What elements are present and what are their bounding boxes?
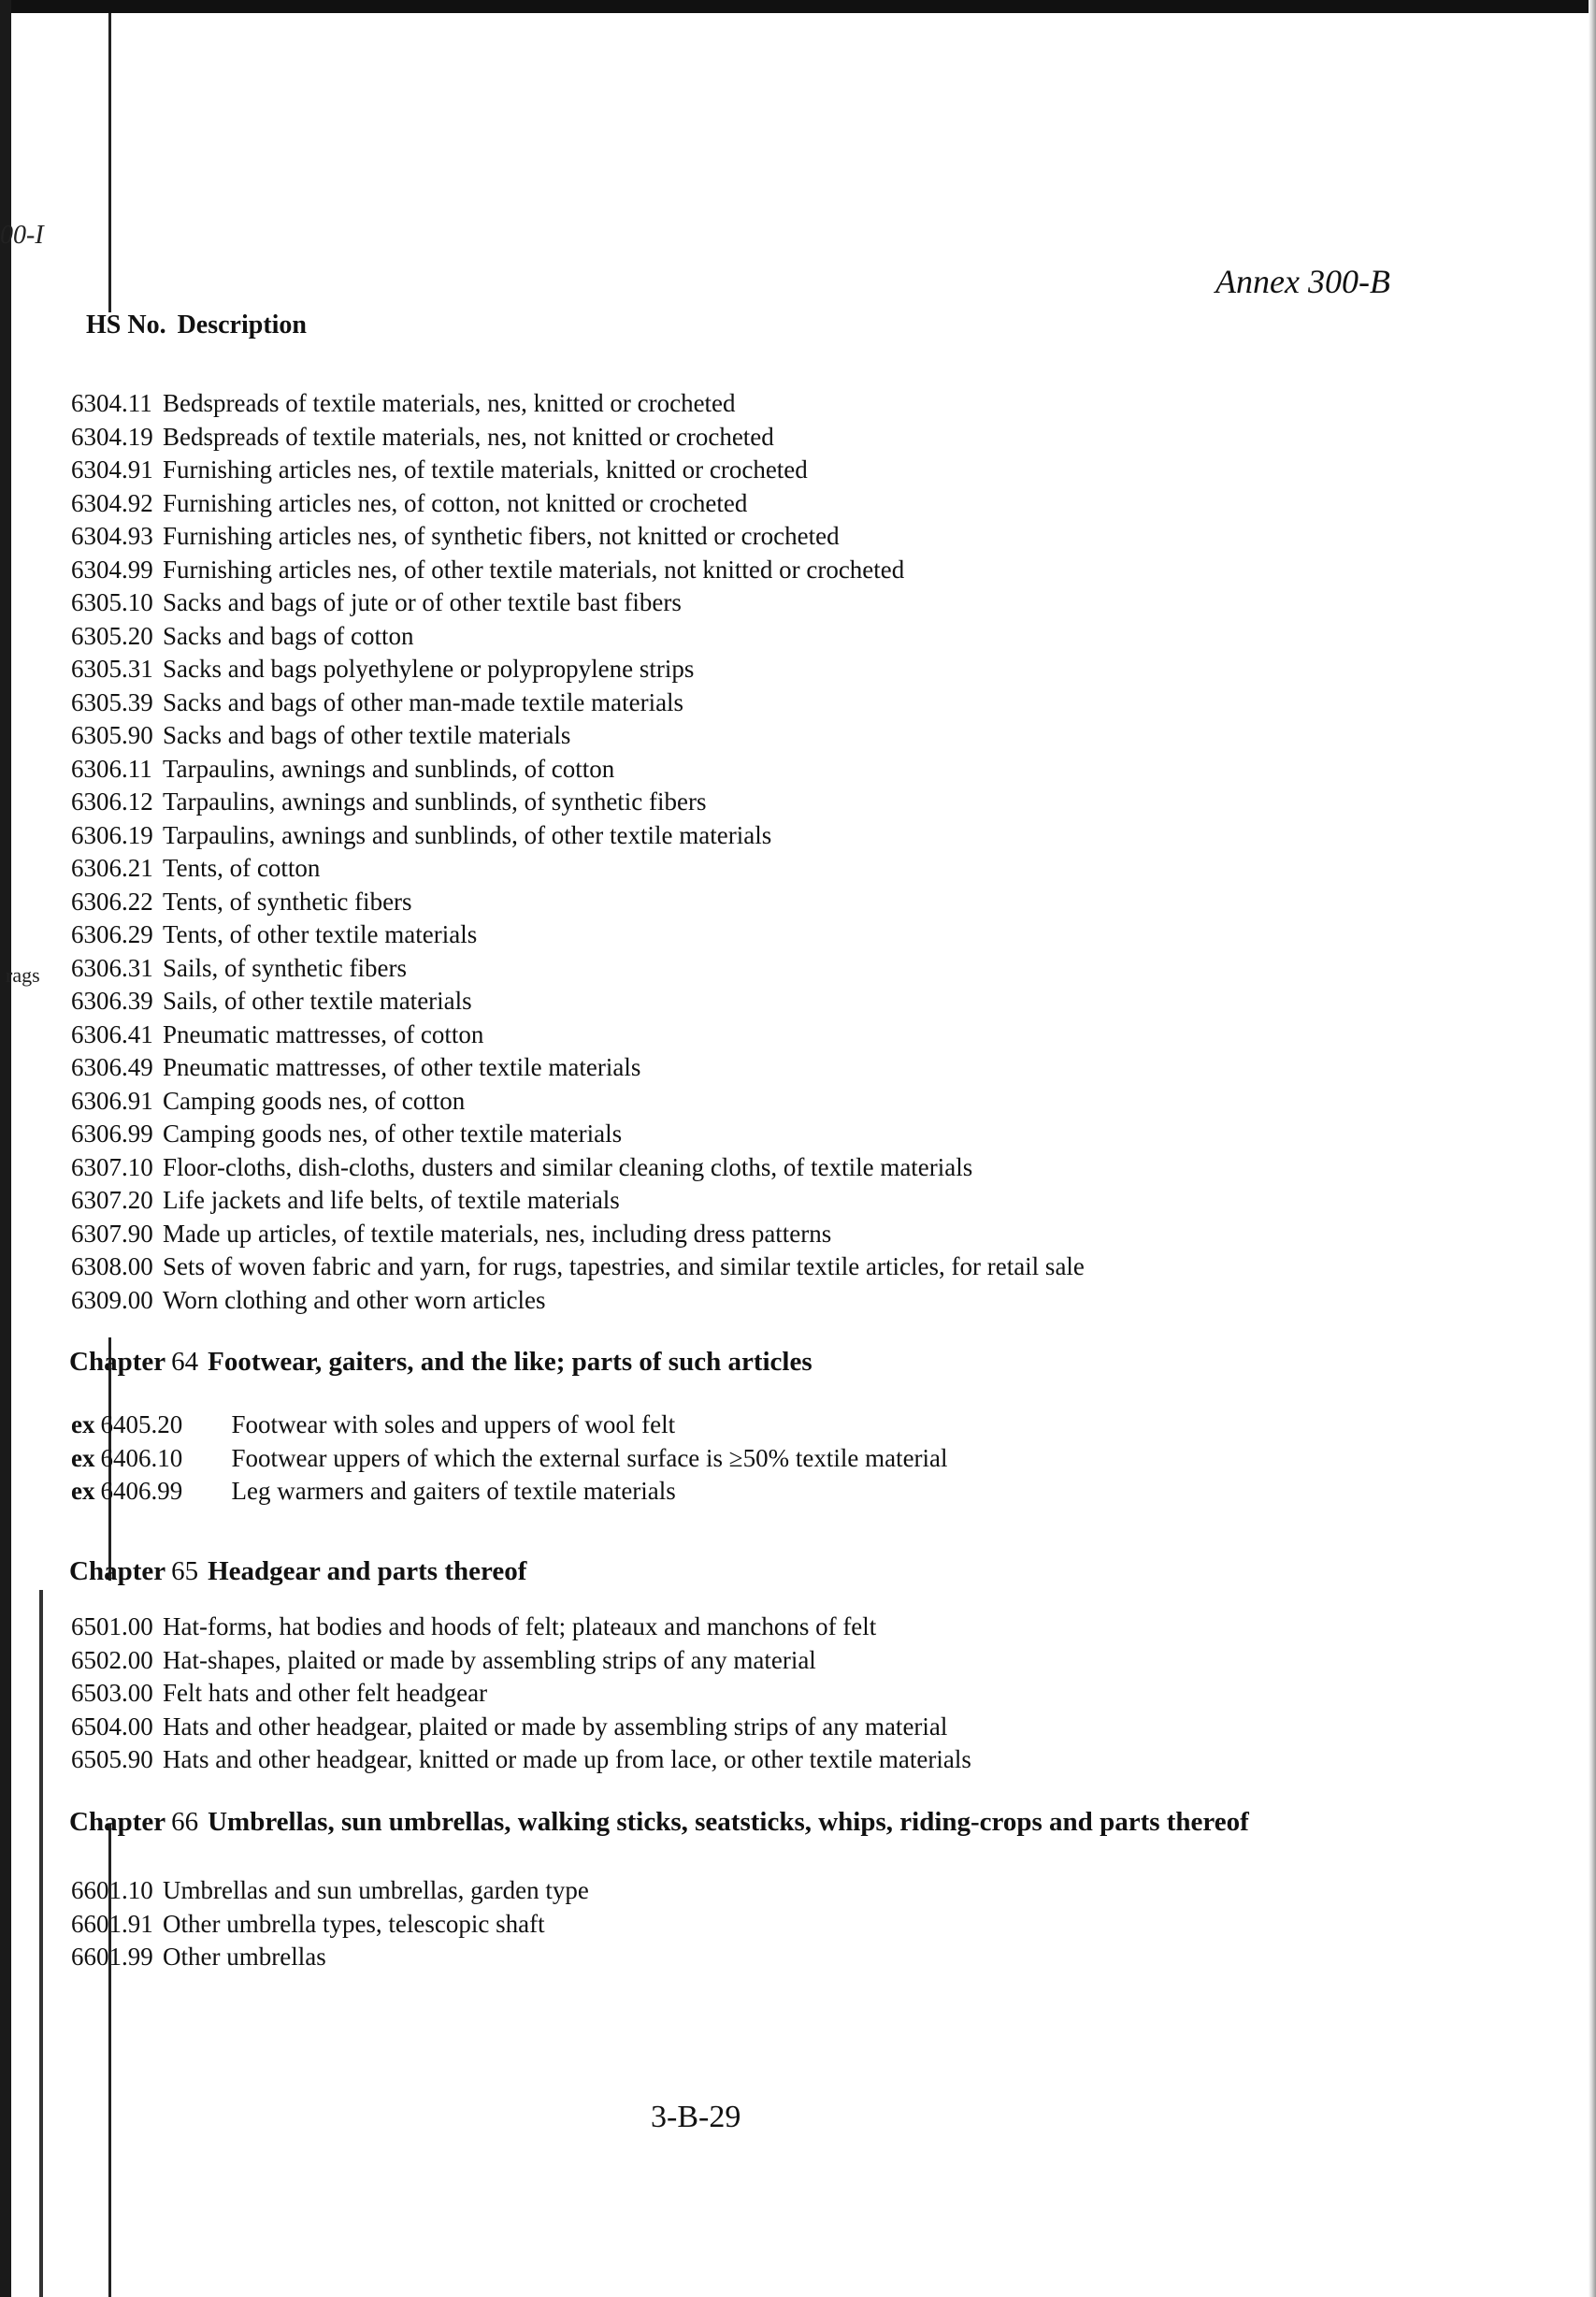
item-description: Sacks and bags polyethylene or polypropylene strips xyxy=(163,655,695,683)
item-description: Hat-shapes, plaited or made by assembling strips of any material xyxy=(163,1645,816,1674)
item-description: Tents, of cotton xyxy=(163,854,321,882)
list-item xyxy=(71,1677,1287,1711)
list-item xyxy=(71,819,1287,853)
list-item xyxy=(71,1151,1287,1185)
ex-prefix: ex xyxy=(71,1443,95,1472)
hs-code: 6306.31 xyxy=(71,953,153,982)
hs-code: 6307.10 xyxy=(71,1152,153,1181)
hs-code: 6306.29 xyxy=(71,920,153,948)
list-item xyxy=(71,786,1287,819)
item-description: Tents, of synthetic fibers xyxy=(163,887,412,916)
item-description: Tarpaulins, awnings and sunblinds, of cotton xyxy=(163,754,615,783)
list-item xyxy=(71,886,1287,919)
scan-edge-left xyxy=(0,0,11,2297)
chapter-number: 66 xyxy=(171,1807,199,1837)
item-description: Leg warmers and gaiters of textile materials xyxy=(231,1477,676,1505)
item-description: Hats and other headgear, knitted or made up from lace, or other textile materials xyxy=(163,1745,971,1773)
item-description: Sacks and bags of cotton xyxy=(163,621,414,650)
hs-code: 6306.21 xyxy=(71,854,153,882)
chapter-number: 64 xyxy=(171,1347,199,1377)
hs-code: 6304.92 xyxy=(71,488,153,517)
item-description: Sets of woven fabric and yarn, for rugs, tapestries, and similar textile articles, for retail sale xyxy=(163,1252,1085,1280)
item-description: Furnishing articles nes, of synthetic fibers, not knitted or crocheted xyxy=(163,522,840,550)
list-item xyxy=(71,1409,1287,1442)
chapter-label: Chapter xyxy=(69,1347,166,1377)
item-description: Sacks and bags of other textile materials xyxy=(163,721,571,749)
item-description: Sacks and bags of jute or of other textile bast fibers xyxy=(163,588,682,616)
item-description: Pneumatic mattresses, of cotton xyxy=(163,1019,484,1048)
hs-code: 6306.49 xyxy=(71,1053,153,1081)
item-description: Camping goods nes, of cotton xyxy=(163,1086,466,1115)
hs-code: 6501.00 xyxy=(71,1612,153,1640)
item-description: Tents, of other textile materials xyxy=(163,920,478,948)
hs-code: 6304.93 xyxy=(71,522,153,550)
list-item xyxy=(71,985,1287,1018)
item-description: Camping goods nes, of other textile materials xyxy=(163,1120,623,1148)
hs-code: 6601.91 xyxy=(71,1909,153,1938)
list-item xyxy=(71,1118,1287,1151)
item-description: Worn clothing and other worn articles xyxy=(163,1285,546,1314)
hs-code: 6305.10 xyxy=(71,588,153,616)
list-item xyxy=(71,1941,1287,1974)
ex-prefix: ex xyxy=(71,1477,95,1505)
list-item xyxy=(71,1051,1287,1085)
hs-code: 6504.00 xyxy=(71,1712,153,1741)
description-header: Description xyxy=(177,311,308,339)
item-description: Felt hats and other felt headgear xyxy=(163,1679,488,1707)
chapter-65-list xyxy=(71,1611,1287,1777)
item-description: Tarpaulins, awnings and sunblinds, of other textile materials xyxy=(163,820,772,849)
chapter-label: Chapter xyxy=(69,1807,166,1837)
list-item xyxy=(71,1250,1287,1284)
chapter-title: Umbrellas, sun umbrellas, walking sticks, seatsticks, whips, riding-crops and parts thereof xyxy=(208,1807,1249,1837)
item-description: Furnishing articles nes, of other textile materials, not knitted or crocheted xyxy=(163,555,905,584)
item-description: Bedspreads of textile materials, nes, knitted or crocheted xyxy=(163,389,736,417)
hs-code: 6601.99 xyxy=(71,1943,153,1971)
list-item xyxy=(71,952,1287,986)
hs-code: 6601.10 xyxy=(71,1876,153,1904)
list-item xyxy=(71,620,1287,654)
hs-code: 6306.22 xyxy=(71,887,153,916)
chapter-label: Chapter xyxy=(69,1556,166,1586)
hs-code: 6305.31 xyxy=(71,655,153,683)
list-item xyxy=(71,1218,1287,1251)
hs-code: 6305.20 xyxy=(71,621,153,650)
item-description: Tarpaulins, awnings and sunblinds, of synthetic fibers xyxy=(163,787,707,816)
item-description: Sails, of synthetic fibers xyxy=(163,953,407,982)
hs-code: 6304.19 xyxy=(71,422,153,451)
hs-code: 6306.99 xyxy=(71,1120,153,1148)
item-description: Pneumatic mattresses, of other textile materials xyxy=(163,1053,641,1081)
hs-code: 6305.90 xyxy=(71,721,153,749)
annex-label: Annex 300-B xyxy=(1215,263,1390,300)
item-description: Floor-cloths, dish-cloths, dusters and similar cleaning cloths, of textile materials xyxy=(163,1152,973,1181)
hs-code: 6306.11 xyxy=(71,754,152,783)
list-item xyxy=(71,1743,1287,1777)
crop-line xyxy=(108,13,111,312)
chapter-title: Footwear, gaiters, and the like; parts of such articles xyxy=(208,1347,812,1377)
hs-code: 6304.91 xyxy=(71,455,153,484)
hs-code: 6307.20 xyxy=(71,1186,153,1214)
scan-edge-top xyxy=(0,0,1596,13)
list-item xyxy=(71,454,1287,487)
list-item xyxy=(71,1611,1287,1644)
item-description: Other umbrellas xyxy=(163,1943,326,1971)
section-63-list xyxy=(71,387,1287,1317)
hs-code: 6406.10 xyxy=(100,1443,183,1472)
hs-no-header: HS No. xyxy=(86,311,166,339)
list-item xyxy=(71,421,1287,455)
list-item xyxy=(71,1908,1287,1942)
hs-code: 6308.00 xyxy=(71,1252,153,1280)
item-description: Other umbrella types, telescopic shaft xyxy=(163,1909,545,1938)
list-item xyxy=(71,487,1287,521)
hs-code: 6503.00 xyxy=(71,1679,153,1707)
hs-code: 6309.00 xyxy=(71,1285,153,1314)
list-item xyxy=(71,1475,1287,1509)
margin-fragment-middle: rags xyxy=(6,963,40,987)
scan-edge-right xyxy=(1589,0,1596,2297)
list-item xyxy=(71,1442,1287,1476)
hs-code: 6305.39 xyxy=(71,687,153,716)
chapter-64-heading xyxy=(69,1347,812,1378)
list-item xyxy=(71,686,1287,720)
list-item xyxy=(71,918,1287,952)
hs-code: 6304.99 xyxy=(71,555,153,584)
hs-code: 6502.00 xyxy=(71,1645,153,1674)
list-item xyxy=(71,1644,1287,1678)
hs-code: 6505.90 xyxy=(71,1745,153,1773)
chapter-title: Headgear and parts thereof xyxy=(208,1556,527,1586)
margin-fragment-top: 00-I xyxy=(0,221,44,250)
hs-code: 6406.99 xyxy=(100,1477,183,1505)
list-item xyxy=(71,753,1287,787)
hs-code: 6306.12 xyxy=(71,787,153,816)
chapter-64-list xyxy=(71,1409,1287,1509)
chapter-66-heading xyxy=(69,1807,1249,1838)
ex-prefix: ex xyxy=(71,1410,95,1438)
item-description: Life jackets and life belts, of textile materials xyxy=(163,1186,620,1214)
item-description: Footwear uppers of which the external surface is ≥50% textile material xyxy=(231,1443,948,1472)
scan-edge-left-inner xyxy=(39,1590,43,2297)
list-item xyxy=(71,1284,1287,1318)
item-description: Sacks and bags of other man-made textile materials xyxy=(163,687,684,716)
hs-code: 6306.91 xyxy=(71,1086,153,1115)
table-header xyxy=(86,311,307,340)
item-description: Furnishing articles nes, of cotton, not knitted or crocheted xyxy=(163,488,748,517)
item-description: Hats and other headgear, plaited or made by assembling strips of any material xyxy=(163,1712,948,1741)
list-item xyxy=(71,719,1287,753)
list-item xyxy=(71,387,1287,421)
hs-code: 6306.19 xyxy=(71,820,153,849)
item-description: Made up articles, of textile materials, nes, including dress patterns xyxy=(163,1219,832,1248)
item-description: Bedspreads of textile materials, nes, not knitted or crocheted xyxy=(163,422,774,451)
list-item xyxy=(71,1085,1287,1119)
chapter-number: 65 xyxy=(171,1556,199,1586)
item-description: Sails, of other textile materials xyxy=(163,987,472,1015)
list-item xyxy=(71,1711,1287,1744)
list-item xyxy=(71,852,1287,886)
list-item xyxy=(71,1018,1287,1052)
chapter-66-list xyxy=(71,1874,1287,1974)
list-item xyxy=(71,1874,1287,1908)
list-item xyxy=(71,586,1287,620)
chapter-65-heading xyxy=(69,1556,526,1587)
list-item xyxy=(71,1184,1287,1218)
page-number: 3-B-29 xyxy=(651,2100,741,2134)
list-item xyxy=(71,520,1287,554)
item-description: Furnishing articles nes, of textile materials, knitted or crocheted xyxy=(163,455,808,484)
item-description: Footwear with soles and uppers of wool felt xyxy=(231,1410,676,1438)
item-description: Hat-forms, hat bodies and hoods of felt; plateaux and manchons of felt xyxy=(163,1612,877,1640)
hs-code: 6306.39 xyxy=(71,987,153,1015)
list-item xyxy=(71,554,1287,587)
hs-code: 6307.90 xyxy=(71,1219,153,1248)
hs-code: 6304.11 xyxy=(71,389,152,417)
list-item xyxy=(71,653,1287,686)
item-description: Umbrellas and sun umbrellas, garden type xyxy=(163,1876,589,1904)
hs-code: 6306.41 xyxy=(71,1019,153,1048)
hs-code: 6405.20 xyxy=(100,1410,183,1438)
